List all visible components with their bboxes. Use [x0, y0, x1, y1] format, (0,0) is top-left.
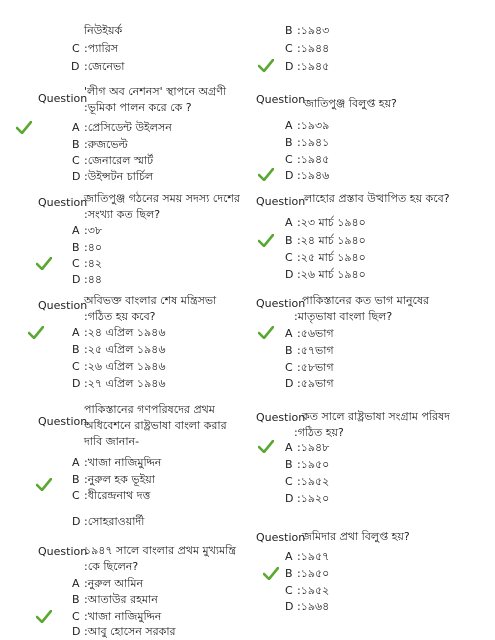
option-letter: D	[285, 377, 294, 390]
carry-over-line: নিউইয়র্ক	[84, 24, 123, 37]
option-letter: B	[285, 234, 293, 247]
option-text: :১৯৫৭	[297, 550, 330, 563]
option-text: :২৬ এপ্রিল ১৯৪৬	[84, 360, 166, 373]
option-letter: B	[285, 136, 293, 149]
option-letter: B	[72, 593, 80, 606]
option-letter: B	[285, 24, 293, 37]
correct-check-icon	[16, 121, 32, 134]
question-text: :গঠিত হয়?	[294, 426, 344, 439]
question-label: Question	[256, 411, 306, 424]
option-text: :১৯৪৮	[297, 441, 330, 454]
option-letter: C	[72, 42, 80, 55]
question-text: :ভূমিকা পালন করে কে ?	[84, 101, 192, 114]
option-letter: D	[285, 268, 294, 281]
option-text: :১৯৪৬	[297, 169, 330, 182]
option-letter: C	[285, 475, 293, 488]
option-text: :প্রেসিডেন্ট উইলসন	[84, 121, 172, 134]
option-letter: A	[285, 550, 293, 563]
option-text: :১৯২০	[297, 492, 330, 505]
option-text: :২৫ এপ্রিল ১৯৪৬	[84, 343, 166, 356]
correct-check-icon	[258, 59, 274, 72]
option-letter: A	[285, 327, 293, 340]
option-text: :জেনেভা	[84, 60, 125, 73]
option-text: :৪০	[84, 241, 102, 254]
option-text: :২৭ এপ্রিল ১৯৪৬	[84, 377, 166, 390]
option-text: :ধীরেন্দ্রনাথ দত্ত	[84, 489, 151, 502]
option-letter: C	[285, 42, 293, 55]
option-letter: B	[72, 138, 80, 151]
option-text: :৫৬ভাগ	[297, 327, 334, 340]
question-label: Question	[256, 195, 306, 208]
question-text: :কে ছিলেন?	[84, 560, 139, 573]
question-label: Question	[256, 531, 306, 544]
option-letter: C	[72, 489, 80, 502]
option-text: :১৯৪৫	[297, 153, 330, 166]
option-text: :২৬ মার্চ ১৯৪০	[297, 268, 366, 281]
question-text: জমিদার প্রথা বিলুপ্ত হয়?	[302, 530, 410, 543]
question-text: :মাতৃভাষা বাংলা ছিল?	[294, 310, 393, 323]
correct-check-icon	[36, 610, 52, 623]
option-letter: D	[72, 625, 81, 638]
option-text: :জেনারেল স্মার্ট	[84, 154, 154, 167]
option-text: :আবু হোসেন সরকার	[84, 625, 176, 638]
correct-check-icon	[258, 440, 274, 453]
option-letter: C	[72, 154, 80, 167]
correct-check-icon	[258, 326, 274, 339]
option-letter: B	[72, 473, 80, 486]
option-text: :উইন্সটন চার্চিল	[84, 170, 154, 183]
option-text: :২৪ মার্চ ১৯৪০	[297, 234, 366, 247]
option-letter: D	[71, 60, 80, 73]
option-text: :১৯৪১	[297, 136, 330, 149]
option-text: :৫৯ভাগ	[297, 377, 334, 390]
option-text: :১৯৪৪	[297, 42, 330, 55]
question-text: দাবি জানান-	[84, 435, 140, 448]
option-letter: C	[285, 153, 293, 166]
correct-check-icon	[263, 567, 279, 580]
option-letter: C	[72, 360, 80, 373]
option-text: :রুজভেল্ট	[84, 138, 128, 151]
option-letter: D	[285, 169, 294, 182]
option-letter: A	[72, 326, 80, 339]
option-text: :১৯৫০	[297, 567, 330, 580]
option-text: :২৫ মার্চ ১৯৪০	[297, 251, 366, 264]
option-letter: A	[72, 224, 80, 237]
question-text: :গঠিত হয় কবে?	[84, 310, 156, 323]
option-text: :৩৮	[84, 224, 102, 237]
option-letter: C	[285, 584, 293, 597]
option-letter: D	[72, 170, 81, 183]
option-text: :১৯৬৪	[297, 600, 330, 613]
question-label: Question	[38, 299, 88, 312]
option-letter: D	[72, 273, 81, 286]
option-text: :৫৭ভাগ	[297, 344, 334, 357]
option-letter: B	[72, 241, 80, 254]
option-text: :১৯৫২	[297, 475, 330, 488]
option-text: :নুরুল হক ভূইয়া	[84, 473, 155, 486]
option-letter: A	[72, 577, 80, 590]
option-letter: D	[285, 60, 294, 73]
correct-check-icon	[36, 478, 52, 491]
correct-check-icon	[258, 168, 274, 181]
question-text: লাহোর প্রস্তাব উত্থাপিত হয় কবে?	[304, 192, 450, 205]
question-text: 'লীগ অব নেশনস' স্থাপনে অগ্রণী	[84, 85, 227, 98]
question-text: অধিবেশনে রাষ্ট্রভাষা বাংলা করার	[84, 419, 227, 432]
option-letter: A	[285, 216, 293, 229]
option-letter: C	[72, 610, 80, 623]
correct-check-icon	[258, 234, 274, 247]
option-letter: B	[285, 567, 293, 580]
option-letter: D	[285, 600, 294, 613]
question-label: Question	[38, 196, 88, 209]
option-text: :২৩ মার্চ ১৯৪০	[297, 216, 366, 229]
option-text: :আতাউর রহমান	[84, 593, 158, 606]
option-text: :নুরুল আমিন	[84, 577, 144, 590]
option-text: :সোহরাওয়ার্দী	[84, 515, 145, 528]
option-letter: C	[285, 251, 293, 264]
option-text: :১৯৪৩	[297, 24, 330, 37]
question-text: পাকিস্তানের কত ভাগ মানুষের	[302, 294, 430, 307]
question-text: ১৯৪৭ সালে বাংলার প্রথম মুখ্যমন্ত্রি	[84, 544, 236, 557]
option-text: :১৯৫০	[297, 458, 330, 471]
correct-check-icon	[28, 326, 44, 339]
question-label: Question	[38, 92, 88, 105]
option-letter: D	[72, 515, 81, 528]
option-letter: D	[285, 492, 294, 505]
option-text: :প্যারিস	[84, 42, 119, 55]
option-text: :২৪ এপ্রিল ১৯৪৬	[84, 326, 166, 339]
option-letter: C	[72, 257, 80, 270]
question-label: Question	[38, 415, 88, 428]
question-text: :সংখ্যা কত ছিল?	[84, 208, 161, 221]
question-label: Question	[256, 93, 306, 106]
correct-check-icon	[36, 257, 52, 270]
option-letter: A	[285, 119, 293, 132]
left-column	[0, 0, 247, 640]
question-text: জাতিপুঞ্জ গঠনের সময় সদস্য দেশের	[84, 192, 240, 205]
option-letter: A	[72, 121, 80, 134]
option-letter: B	[72, 343, 80, 356]
question-label: Question	[256, 297, 306, 310]
right-column	[248, 0, 495, 640]
option-letter: B	[285, 458, 293, 471]
question-text: জাতিপুঞ্জ বিলুপ্ত হয়?	[304, 97, 397, 110]
option-text: :খাজা নাজিমুদ্দিন	[84, 456, 162, 469]
option-letter: B	[285, 344, 293, 357]
question-text: পাকিস্তানের গণপরিষদের প্রথম	[84, 403, 215, 416]
option-letter: A	[285, 441, 293, 454]
question-text: কত সালে রাষ্ট্রভাষা সংগ্রাম পরিষদ	[302, 410, 450, 423]
option-text: :৪২	[84, 257, 102, 270]
option-text: :১৯৫২	[297, 584, 330, 597]
option-text: :৫৮ভাগ	[297, 361, 334, 374]
option-text: :১৯৪৫	[297, 60, 330, 73]
question-label: Question	[38, 545, 88, 558]
option-letter: A	[72, 456, 80, 469]
option-text: :খাজা নাজিমুদ্দিন	[84, 610, 162, 623]
question-text: অবিভক্ত বাংলার শেষ মন্ত্রিসভা	[84, 294, 217, 307]
option-letter: D	[72, 377, 81, 390]
option-letter: C	[285, 361, 293, 374]
option-text: :৪৪	[84, 273, 102, 286]
option-text: :১৯৩৯	[297, 119, 330, 132]
